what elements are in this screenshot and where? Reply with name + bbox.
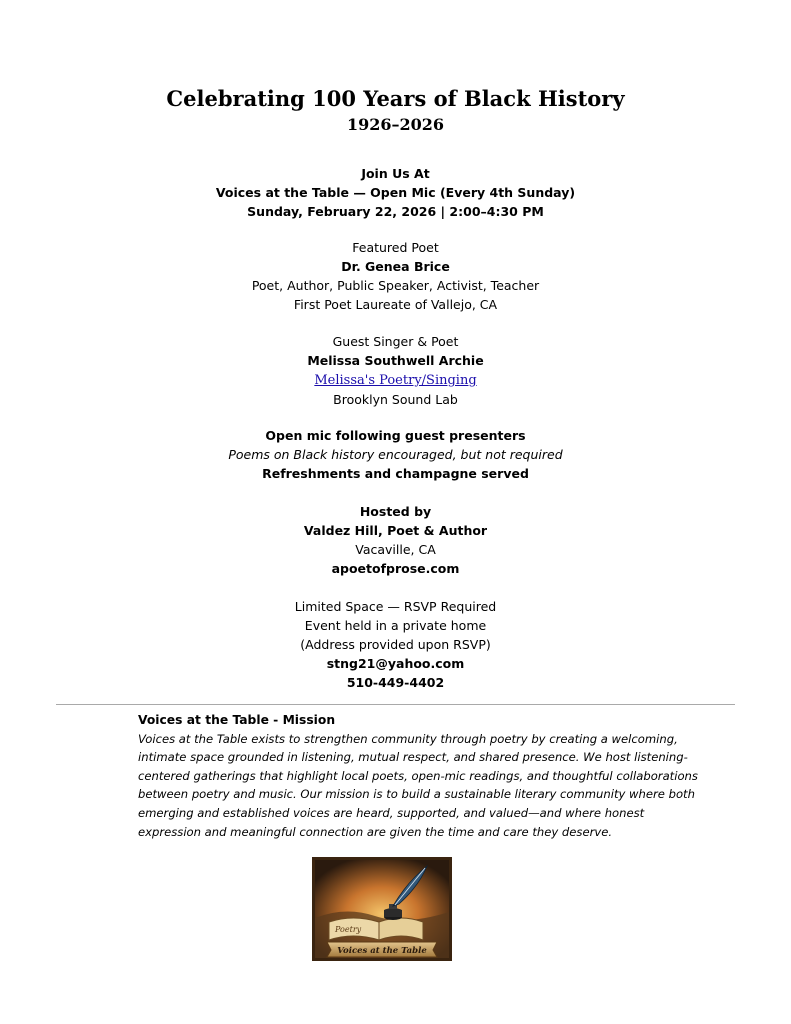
rsvp-limited: Limited Space — RSVP Required [294,599,497,614]
host-section [0,502,791,578]
rsvp-email: stng21@yahoo.com [326,656,465,671]
open-mic-encouragement: Poems on Black history encouraged, but not required [228,447,563,462]
guest-link[interactable]: Melissa's Poetry/Singing [314,373,477,388]
mission-text: Voices at the Table exists to strengthen community through poetry by creating a welcoming, intimate space grounded in listening, mutual respect, and shared presence. We host listening-centered gatherings that highlight local poets, open-mic readings, and thoughtful collaborations between poetry and music. Our mission is to build a sustainable literary community where both emerging and established voices are heard, supported, and valued—and where honest expression and meaningful connection are given the time and care they deserve. [138,731,698,839]
logo-banner-text: Voices at the Table [337,946,427,956]
host-label: Hosted by [359,504,432,519]
page-title: Celebrating 100 Years of Black History [166,86,625,111]
event-date: Sunday, February 22, 2026 | 2:00–4:30 PM [247,204,544,219]
featured-poet-section [0,238,791,314]
logo-book-word: Poetry [335,925,362,934]
featured-label: Featured Poet [352,240,439,255]
page-subtitle-years: 1926–2026 [346,115,445,134]
quill-inkwell-book-logo [312,857,452,961]
host-website: apoetofprose.com [331,561,460,576]
guest-name: Melissa Southwell Archie [307,353,484,368]
rsvp-address-note: (Address provided upon RSVP) [300,637,491,652]
featured-honor: First Poet Laureate of Vallejo, CA [293,297,498,312]
mission-title: Voices at the Table - Mission [138,713,336,727]
open-mic-line: Open mic following guest presenters [265,428,526,443]
join-label: Join Us At [361,166,430,181]
logo-artwork [315,860,449,958]
featured-roles: Poet, Author, Public Speaker, Activist, Teacher [251,278,540,293]
open-mic-section [0,426,791,483]
rsvp-phone: 510-449-4402 [346,675,445,690]
host-location: Vacaville, CA [355,542,436,557]
event-series: Voices at the Table — Open Mic (Every 4th Sunday) [215,185,576,200]
event-info [0,164,791,221]
mission-section [138,711,698,841]
section-divider [56,704,735,705]
refreshments-line: Refreshments and champagne served [262,466,529,481]
featured-name: Dr. Genea Brice [341,259,450,274]
guest-section [0,332,791,409]
guest-label: Guest Singer & Poet [332,334,459,349]
host-name: Valdez Hill, Poet & Author [303,523,488,538]
rsvp-private-home: Event held in a private home [304,618,487,633]
rsvp-section [0,597,791,692]
guest-affiliation: Brooklyn Sound Lab [333,392,458,407]
